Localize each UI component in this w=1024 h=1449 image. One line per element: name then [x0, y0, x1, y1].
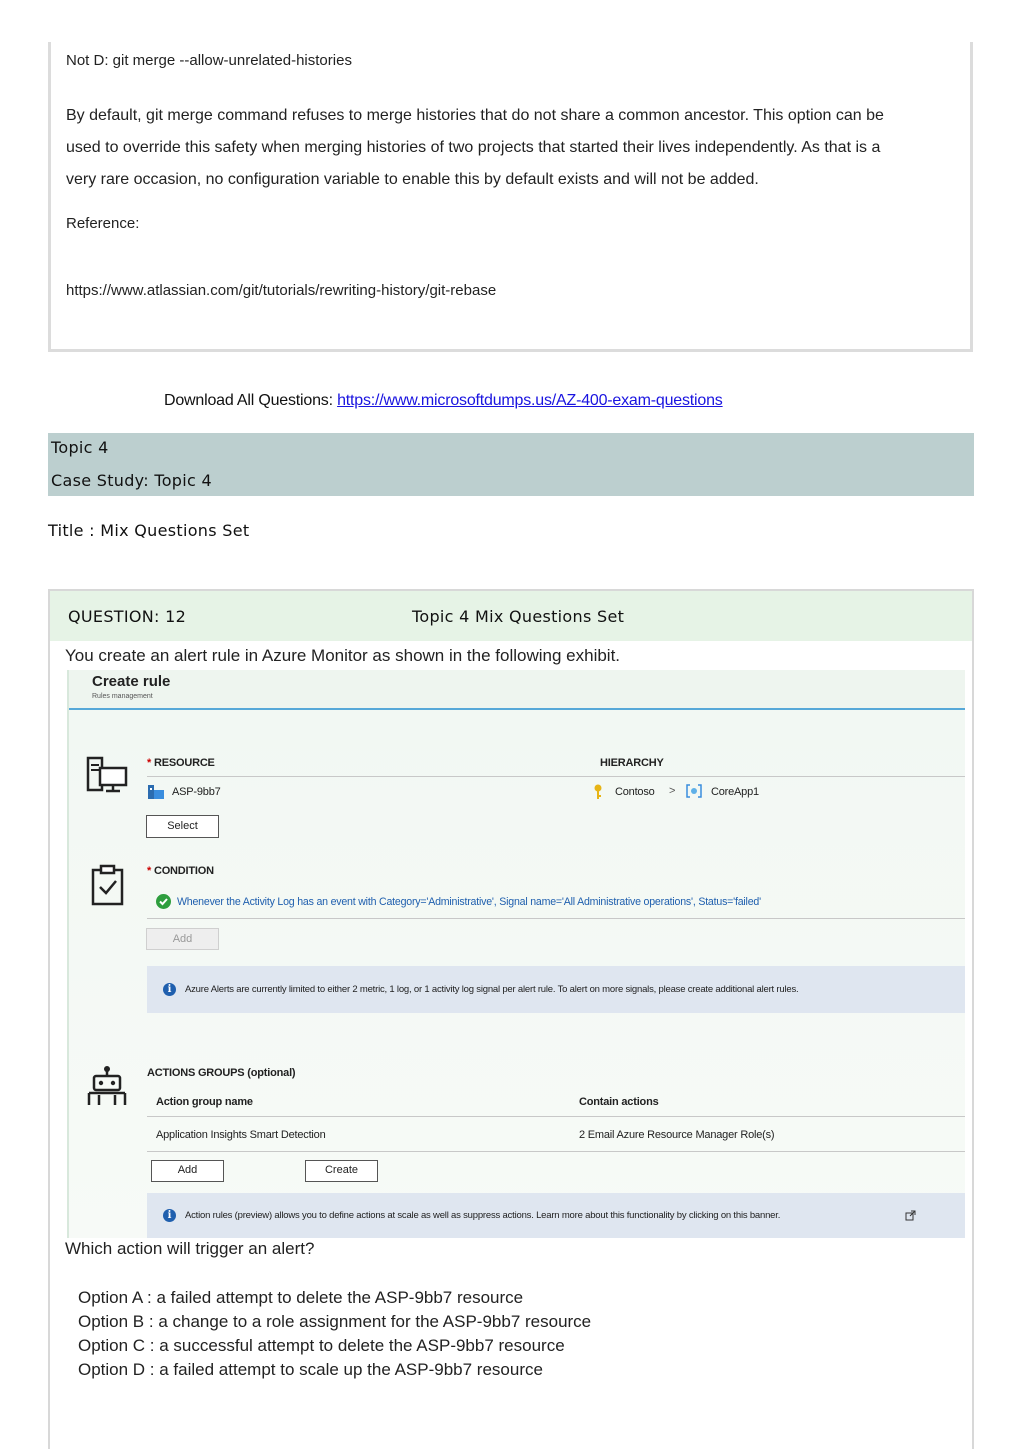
divider	[147, 1116, 965, 1117]
case-study-heading: Case Study: Topic 4	[51, 471, 212, 490]
select-button[interactable]: Select	[146, 815, 219, 838]
question-intro: You create an alert rule in Azure Monitor as shown in the following exhibit.	[65, 646, 621, 665]
col-action-group-name: Action group name	[156, 1096, 253, 1108]
topic-heading: Topic 4	[51, 438, 109, 457]
condition-label: * CONDITION	[147, 865, 214, 877]
condition-text[interactable]: Whenever the Activity Log has an event with Category='Administrative', Signal name='All Administrative operations', Status='failed'	[177, 896, 761, 908]
title-line: Title : Mix Questions Set	[48, 521, 250, 540]
info-icon: i	[163, 983, 176, 996]
not-d-line: Not D: git merge --allow-unrelated-histories	[66, 52, 352, 69]
hierarchy-child: CoreApp1	[711, 786, 759, 798]
download-line	[164, 392, 723, 410]
explanation-line: used to override this safety when merging histories of two projects that started their lives independently. As that is a	[66, 139, 881, 156]
divider	[147, 918, 965, 919]
create-action-group-button[interactable]: Create	[305, 1160, 378, 1182]
actions-groups-label: ACTIONS GROUPS (optional)	[147, 1067, 296, 1079]
download-link[interactable]: https://www.microsoftdumps.us/AZ-400-exam-questions	[337, 392, 723, 409]
option-b[interactable]: Option B : a change to a role assignment for the ASP-9bb7 resource	[78, 1312, 592, 1331]
divider	[147, 776, 965, 777]
explanation-box	[48, 42, 973, 352]
contain-actions-cell: 2 Email Azure Resource Manager Role(s)	[579, 1129, 775, 1141]
option-c[interactable]: Option C : a successful attempt to delete the ASP-9bb7 resource	[78, 1336, 565, 1355]
option-d[interactable]: Option D : a failed attempt to scale up the ASP-9bb7 resource	[78, 1360, 543, 1379]
robot-icon	[87, 1065, 127, 1109]
resource-label: * RESOURCE	[147, 757, 215, 769]
app-service-plan-icon	[148, 785, 164, 799]
resource-group-icon	[686, 784, 702, 798]
topic-band	[48, 433, 974, 496]
divider	[147, 1151, 965, 1152]
clipboard-check-icon	[91, 864, 125, 906]
question-topic: Topic 4 Mix Questions Set	[412, 607, 625, 626]
action-group-name-cell: Application Insights Smart Detection	[156, 1129, 326, 1141]
option-a[interactable]: Option A : a failed attempt to delete the ASP-9bb7 resource	[78, 1288, 524, 1307]
col-contain-actions: Contain actions	[579, 1096, 659, 1108]
resource-value: ASP-9bb7	[172, 786, 221, 798]
reference-label: Reference:	[66, 215, 140, 232]
add-action-group-button[interactable]: Add	[151, 1160, 224, 1182]
exhibit-title: Create rule	[92, 673, 171, 690]
resource-icon	[86, 756, 130, 796]
check-circle-icon	[156, 894, 171, 909]
download-label: Download All Questions:	[164, 392, 338, 409]
exhibit-create-rule	[67, 670, 965, 1238]
action-rules-info-bar[interactable]	[147, 1193, 965, 1238]
key-icon	[593, 784, 603, 800]
reference-url[interactable]: https://www.atlassian.com/git/tutorials/rewriting-history/git-rebase	[66, 282, 497, 299]
question-prompt: Which action will trigger an alert?	[65, 1239, 315, 1258]
exhibit-header	[69, 670, 965, 708]
question-header	[50, 591, 972, 641]
alerts-info-bar	[147, 966, 965, 1013]
options-list	[78, 1286, 591, 1382]
action-rules-info-text: Action rules (preview) allows you to define actions at scale as well as suppress actions. Learn more about this functionality by clicking on this banner.	[185, 1210, 781, 1221]
external-link-icon	[905, 1210, 916, 1221]
explanation-line: very rare occasion, no configuration variable to enable this by default exists and will not be added.	[66, 171, 759, 188]
info-icon: i	[163, 1209, 176, 1222]
explanation-paragraph	[66, 100, 956, 196]
hierarchy-separator: >	[669, 785, 676, 797]
add-condition-button[interactable]: Add	[146, 928, 219, 950]
exhibit-body	[69, 710, 965, 1238]
hierarchy-parent: Contoso	[615, 786, 655, 798]
exhibit-subtitle: Rules management	[92, 693, 153, 700]
explanation-line: By default, git merge command refuses to merge histories that do not share a common ancestor. This option can be	[66, 107, 884, 124]
hierarchy-label: HIERARCHY	[600, 757, 664, 769]
question-number: QUESTION: 12	[68, 607, 187, 626]
alerts-info-text: Azure Alerts are currently limited to either 2 metric, 1 log, or 1 activity log signal per alert rule. To alert on more signals, please create additional alert rules.	[185, 984, 799, 995]
